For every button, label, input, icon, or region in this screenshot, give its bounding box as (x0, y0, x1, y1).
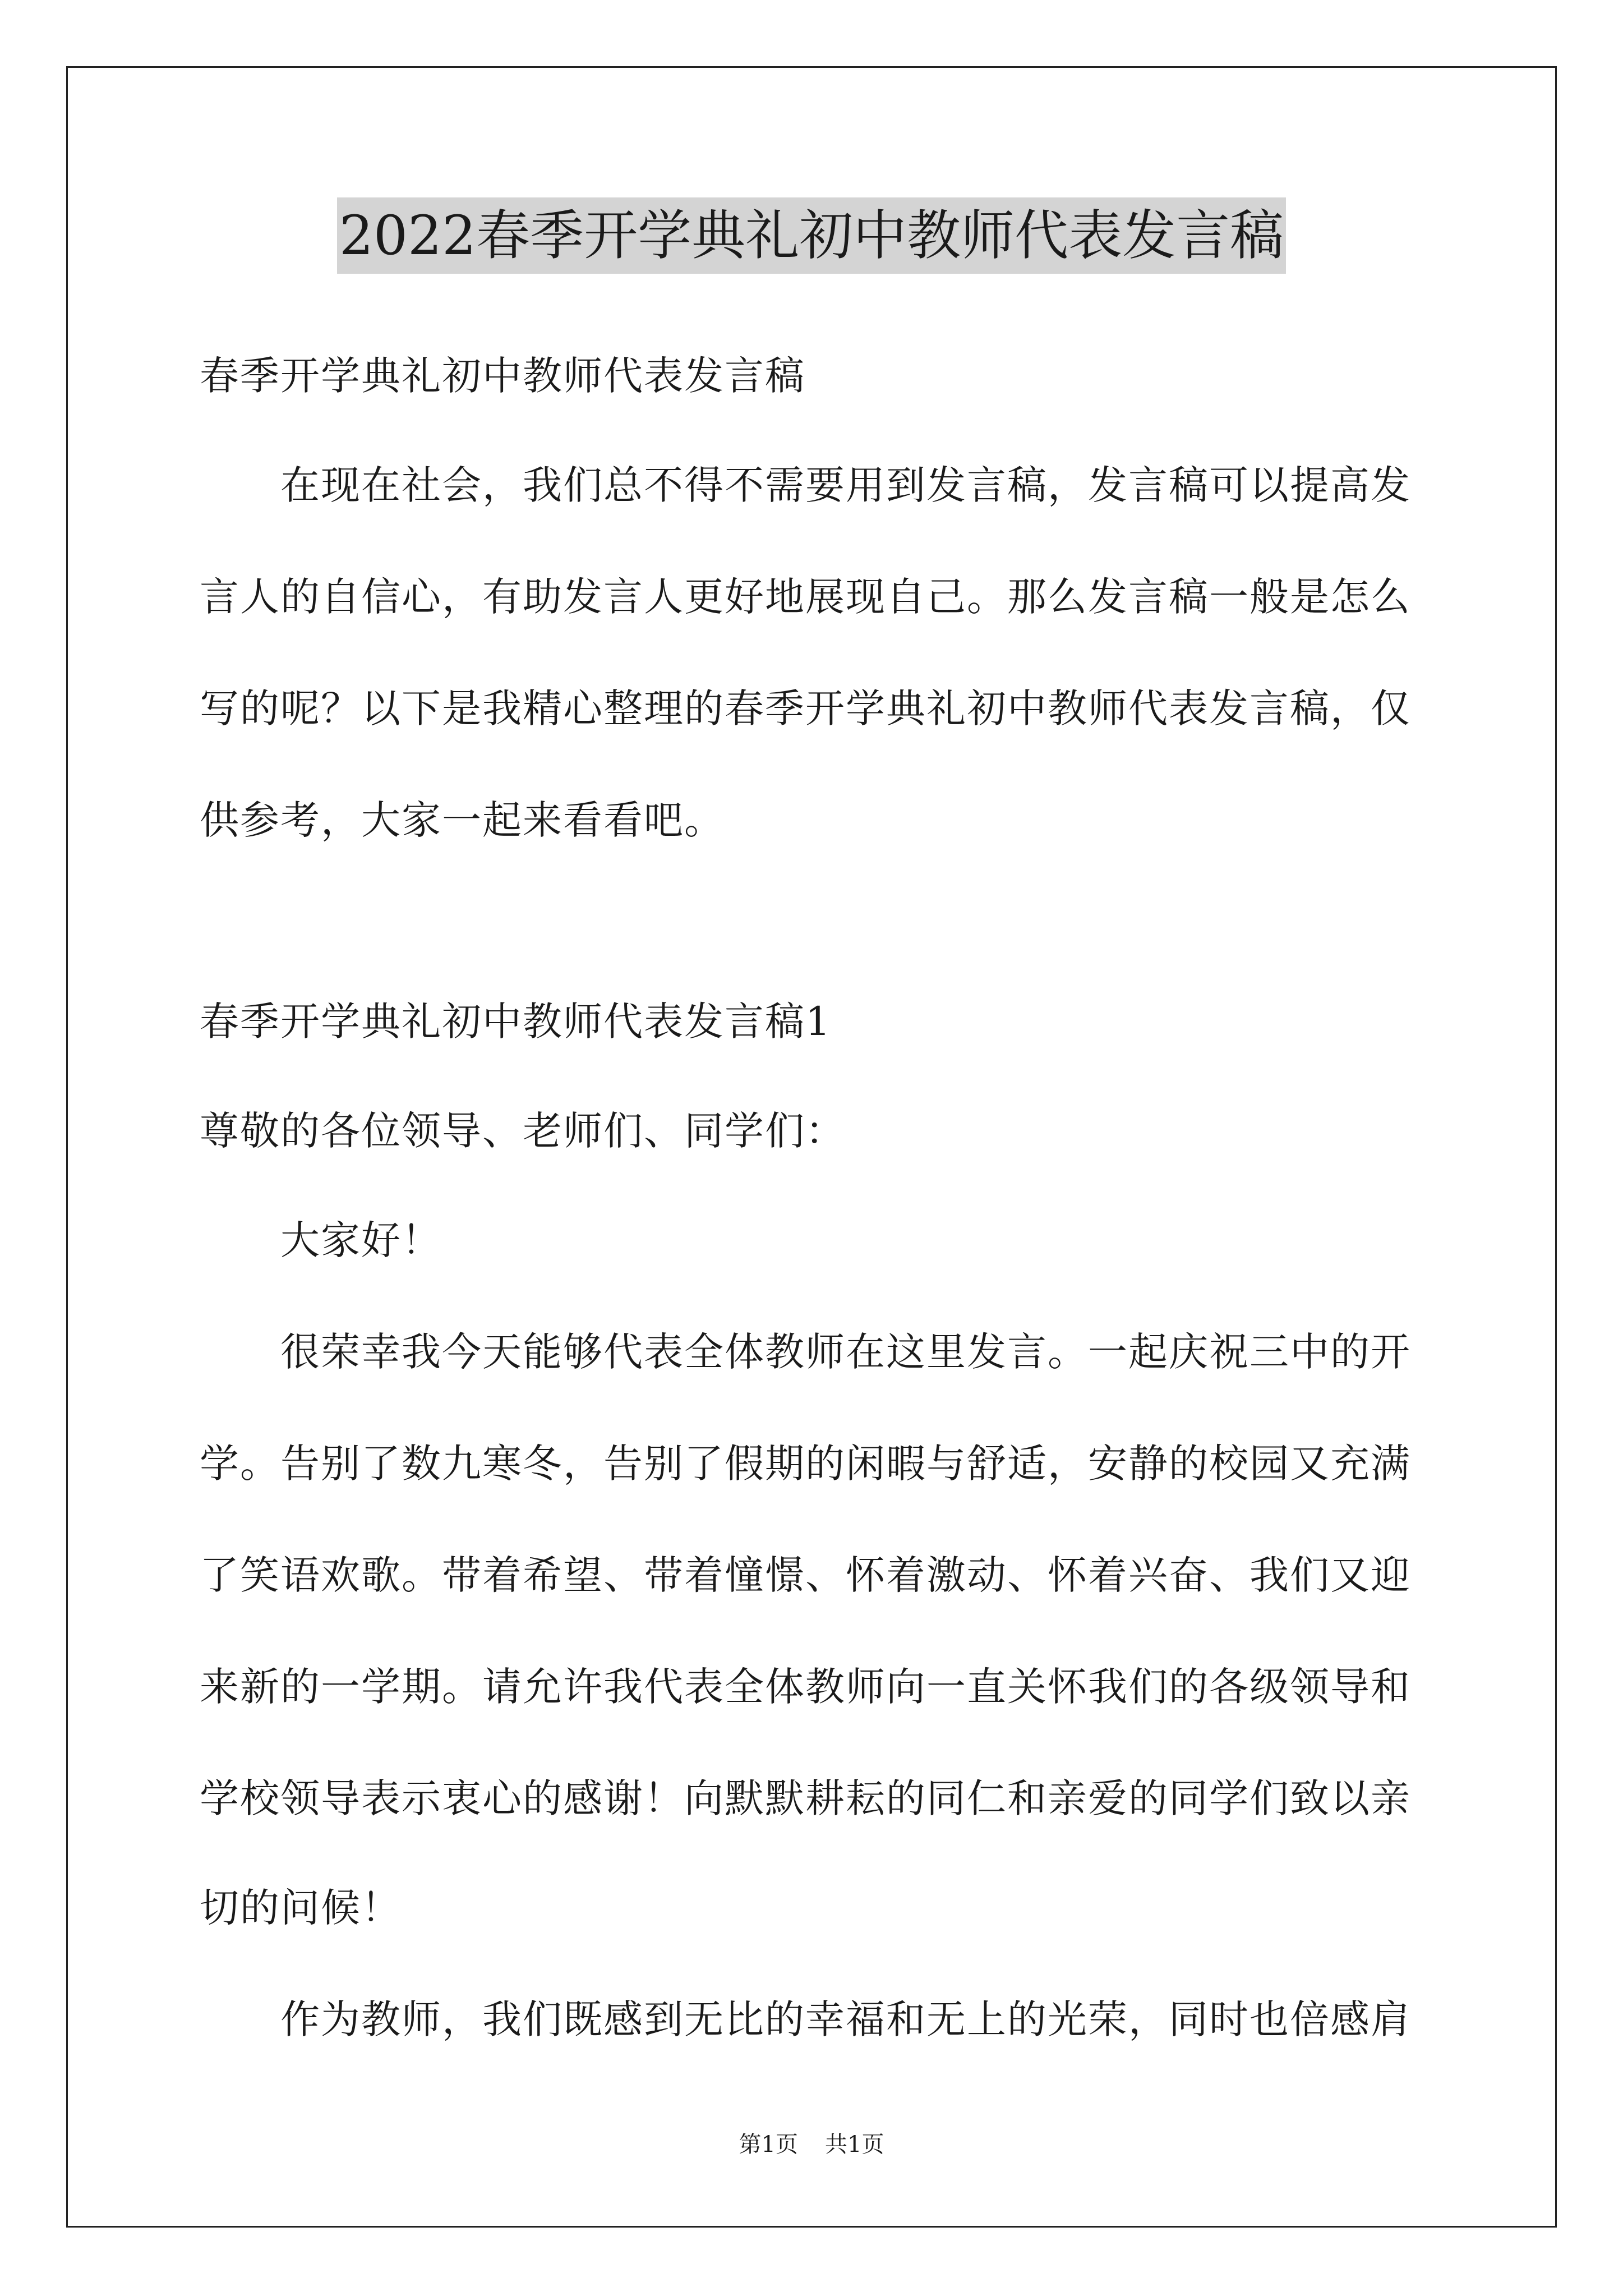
paragraph-line: 写的呢？以下是我精心整理的春季开学典礼初中教师代表发言稿，仅 (200, 685, 1411, 731)
paragraph-line: 了笑语欢歌。带着希望、带着憧憬、怀着激动、怀着兴奋、我们又迎 (200, 1552, 1411, 1598)
paragraph-line: 切的问候！ (200, 1885, 402, 1931)
page-footer (0, 2131, 1623, 2159)
document-title: 2022春季开学典礼初中教师代表发言稿 (337, 197, 1286, 274)
paragraph-line: 很荣幸我今天能够代表全体教师在这里发言。一起庆祝三中的开 (200, 1329, 1411, 1375)
page-number: 第1页 (739, 2132, 798, 2157)
subtitle-line: 春季开学典礼初中教师代表发言稿 (200, 353, 805, 399)
page-count: 共1页 (825, 2132, 884, 2157)
paragraph-line: 学校领导表示衷心的感谢！向默默耕耘的同仁和亲爱的同学们致以亲 (200, 1775, 1411, 1821)
salutation-line: 尊敬的各位领导、老师们、同学们： (200, 1108, 846, 1154)
paragraph-line: 在现在社会，我们总不得不需要用到发言稿，发言稿可以提高发 (200, 462, 1411, 508)
paragraph-line: 作为教师，我们既感到无比的幸福和无上的光荣，同时也倍感肩 (200, 1996, 1411, 2042)
greeting-line: 大家好！ (200, 1217, 442, 1263)
paragraph-line: 来新的一学期。请允许我代表全体教师向一直关怀我们的各级领导和 (200, 1664, 1411, 1710)
paragraph-line: 言人的自信心，有助发言人更好地展现自己。那么发言稿一般是怎么 (200, 574, 1411, 620)
paragraph-line: 供参考，大家一起来看看吧。 (200, 797, 725, 843)
paragraph-line: 学。告别了数九寒冬，告别了假期的闲暇与舒适，安静的校园又充满 (200, 1441, 1411, 1487)
title-container (0, 197, 1623, 274)
section-heading: 春季开学典礼初中教师代表发言稿1 (200, 999, 832, 1045)
